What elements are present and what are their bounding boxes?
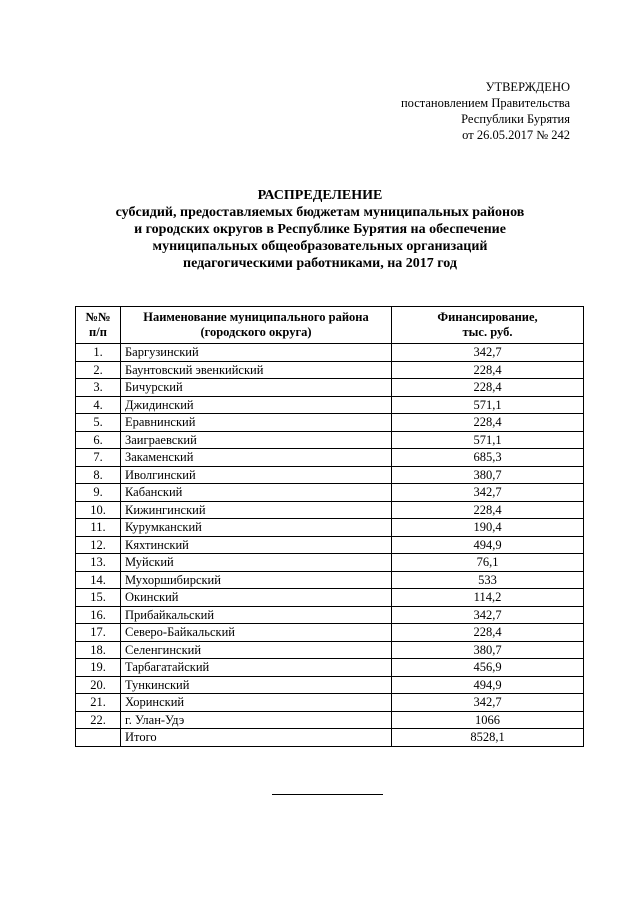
row-funding: 380,7 <box>392 641 584 659</box>
row-funding: 228,4 <box>392 624 584 642</box>
table-row <box>76 589 584 607</box>
table-row <box>76 554 584 572</box>
row-district: Тункинский <box>121 676 392 694</box>
row-district: Курумканский <box>121 519 392 537</box>
row-district: Джидинский <box>121 396 392 414</box>
row-funding: 228,4 <box>392 379 584 397</box>
row-district: Хоринский <box>121 694 392 712</box>
row-funding: 380,7 <box>392 466 584 484</box>
header-text: п/п <box>89 325 107 339</box>
row-funding: 342,7 <box>392 606 584 624</box>
approval-line: постановлением Правительства <box>400 96 570 110</box>
title-line: педагогическими работниками, на 2017 год <box>183 256 457 271</box>
row-number: 10. <box>76 501 121 519</box>
table-row <box>76 361 584 379</box>
table-row <box>76 344 584 362</box>
header-text: (городского округа) <box>200 325 312 339</box>
total-number <box>76 729 121 747</box>
distribution-table <box>75 306 584 747</box>
row-funding: 342,7 <box>392 344 584 362</box>
table-row <box>76 484 584 502</box>
row-funding: 456,9 <box>392 659 584 677</box>
row-district: г. Улан-Удэ <box>121 711 392 729</box>
row-district: Заиграевский <box>121 431 392 449</box>
row-number: 14. <box>76 571 121 589</box>
table-row <box>76 466 584 484</box>
approval-stamp <box>401 79 570 143</box>
row-number: 7. <box>76 449 121 467</box>
table-row <box>76 624 584 642</box>
row-number: 18. <box>76 641 121 659</box>
row-funding: 342,7 <box>392 694 584 712</box>
row-number: 19. <box>76 659 121 677</box>
table-row <box>76 449 584 467</box>
header-text: тыс. руб. <box>462 325 513 339</box>
table-body <box>76 344 584 747</box>
row-district: Мухоршибирский <box>121 571 392 589</box>
row-number: 16. <box>76 606 121 624</box>
title-line: и городских округов в Республике Бурятия на обеспечение <box>134 222 506 237</box>
row-funding: 1066 <box>392 711 584 729</box>
row-funding: 685,3 <box>392 449 584 467</box>
header-funding <box>392 307 584 344</box>
approval-line: Республики Бурятия <box>461 112 570 126</box>
row-number: 11. <box>76 519 121 537</box>
row-number: 2. <box>76 361 121 379</box>
table-row <box>76 694 584 712</box>
row-number: 5. <box>76 414 121 432</box>
table-row <box>76 641 584 659</box>
title-heading: РАСПРЕДЕЛЕНИЕ <box>257 188 383 203</box>
header-text: Финансирование, <box>437 310 538 324</box>
document-title <box>0 187 640 272</box>
row-number: 17. <box>76 624 121 642</box>
row-district: Иволгинский <box>121 466 392 484</box>
table-row <box>76 711 584 729</box>
total-row <box>76 729 584 747</box>
row-district: Кижингинский <box>121 501 392 519</box>
table-row <box>76 536 584 554</box>
row-number: 3. <box>76 379 121 397</box>
table-row <box>76 606 584 624</box>
table-row <box>76 379 584 397</box>
row-district: Селенгинский <box>121 641 392 659</box>
row-district: Баунтовский эвенкийский <box>121 361 392 379</box>
row-number: 13. <box>76 554 121 572</box>
row-district: Закаменский <box>121 449 392 467</box>
row-funding: 228,4 <box>392 501 584 519</box>
row-funding: 533 <box>392 571 584 589</box>
table-row <box>76 659 584 677</box>
total-label: Итого <box>121 729 392 747</box>
row-district: Кяхтинский <box>121 536 392 554</box>
table-row <box>76 676 584 694</box>
row-number: 4. <box>76 396 121 414</box>
row-funding: 114,2 <box>392 589 584 607</box>
header-district <box>121 307 392 344</box>
approval-line: от 26.05.2017 № 242 <box>462 128 570 142</box>
row-funding: 571,1 <box>392 396 584 414</box>
table-row <box>76 519 584 537</box>
row-district: Еравнинский <box>121 414 392 432</box>
table-row <box>76 414 584 432</box>
row-number: 8. <box>76 466 121 484</box>
row-number: 1. <box>76 344 121 362</box>
row-number: 9. <box>76 484 121 502</box>
row-district: Северо-Байкальский <box>121 624 392 642</box>
row-number: 22. <box>76 711 121 729</box>
row-number: 12. <box>76 536 121 554</box>
row-funding: 76,1 <box>392 554 584 572</box>
row-district: Прибайкальский <box>121 606 392 624</box>
row-funding: 228,4 <box>392 414 584 432</box>
title-line: муниципальных общеобразовательных организаций <box>152 239 488 254</box>
table-row <box>76 431 584 449</box>
header-text: №№ <box>85 310 111 324</box>
row-funding: 494,9 <box>392 676 584 694</box>
row-district: Тарбагатайский <box>121 659 392 677</box>
title-line: субсидий, предоставляемых бюджетам муниципальных районов <box>115 205 525 220</box>
header-number <box>76 307 121 344</box>
row-funding: 228,4 <box>392 361 584 379</box>
bottom-divider <box>272 794 383 795</box>
row-district: Муйский <box>121 554 392 572</box>
row-number: 21. <box>76 694 121 712</box>
row-funding: 494,9 <box>392 536 584 554</box>
row-funding: 571,1 <box>392 431 584 449</box>
row-district: Бичурский <box>121 379 392 397</box>
row-district: Окинский <box>121 589 392 607</box>
row-number: 6. <box>76 431 121 449</box>
row-number: 20. <box>76 676 121 694</box>
table-row <box>76 396 584 414</box>
row-number: 15. <box>76 589 121 607</box>
row-funding: 190,4 <box>392 519 584 537</box>
row-district: Баргузинский <box>121 344 392 362</box>
table-row <box>76 571 584 589</box>
table-header-row <box>76 307 584 344</box>
header-text: Наименование муниципального района <box>143 310 369 324</box>
row-district: Кабанский <box>121 484 392 502</box>
approval-line: УТВЕРЖДЕНО <box>485 80 570 94</box>
table-row <box>76 501 584 519</box>
total-value: 8528,1 <box>392 729 584 747</box>
row-funding: 342,7 <box>392 484 584 502</box>
